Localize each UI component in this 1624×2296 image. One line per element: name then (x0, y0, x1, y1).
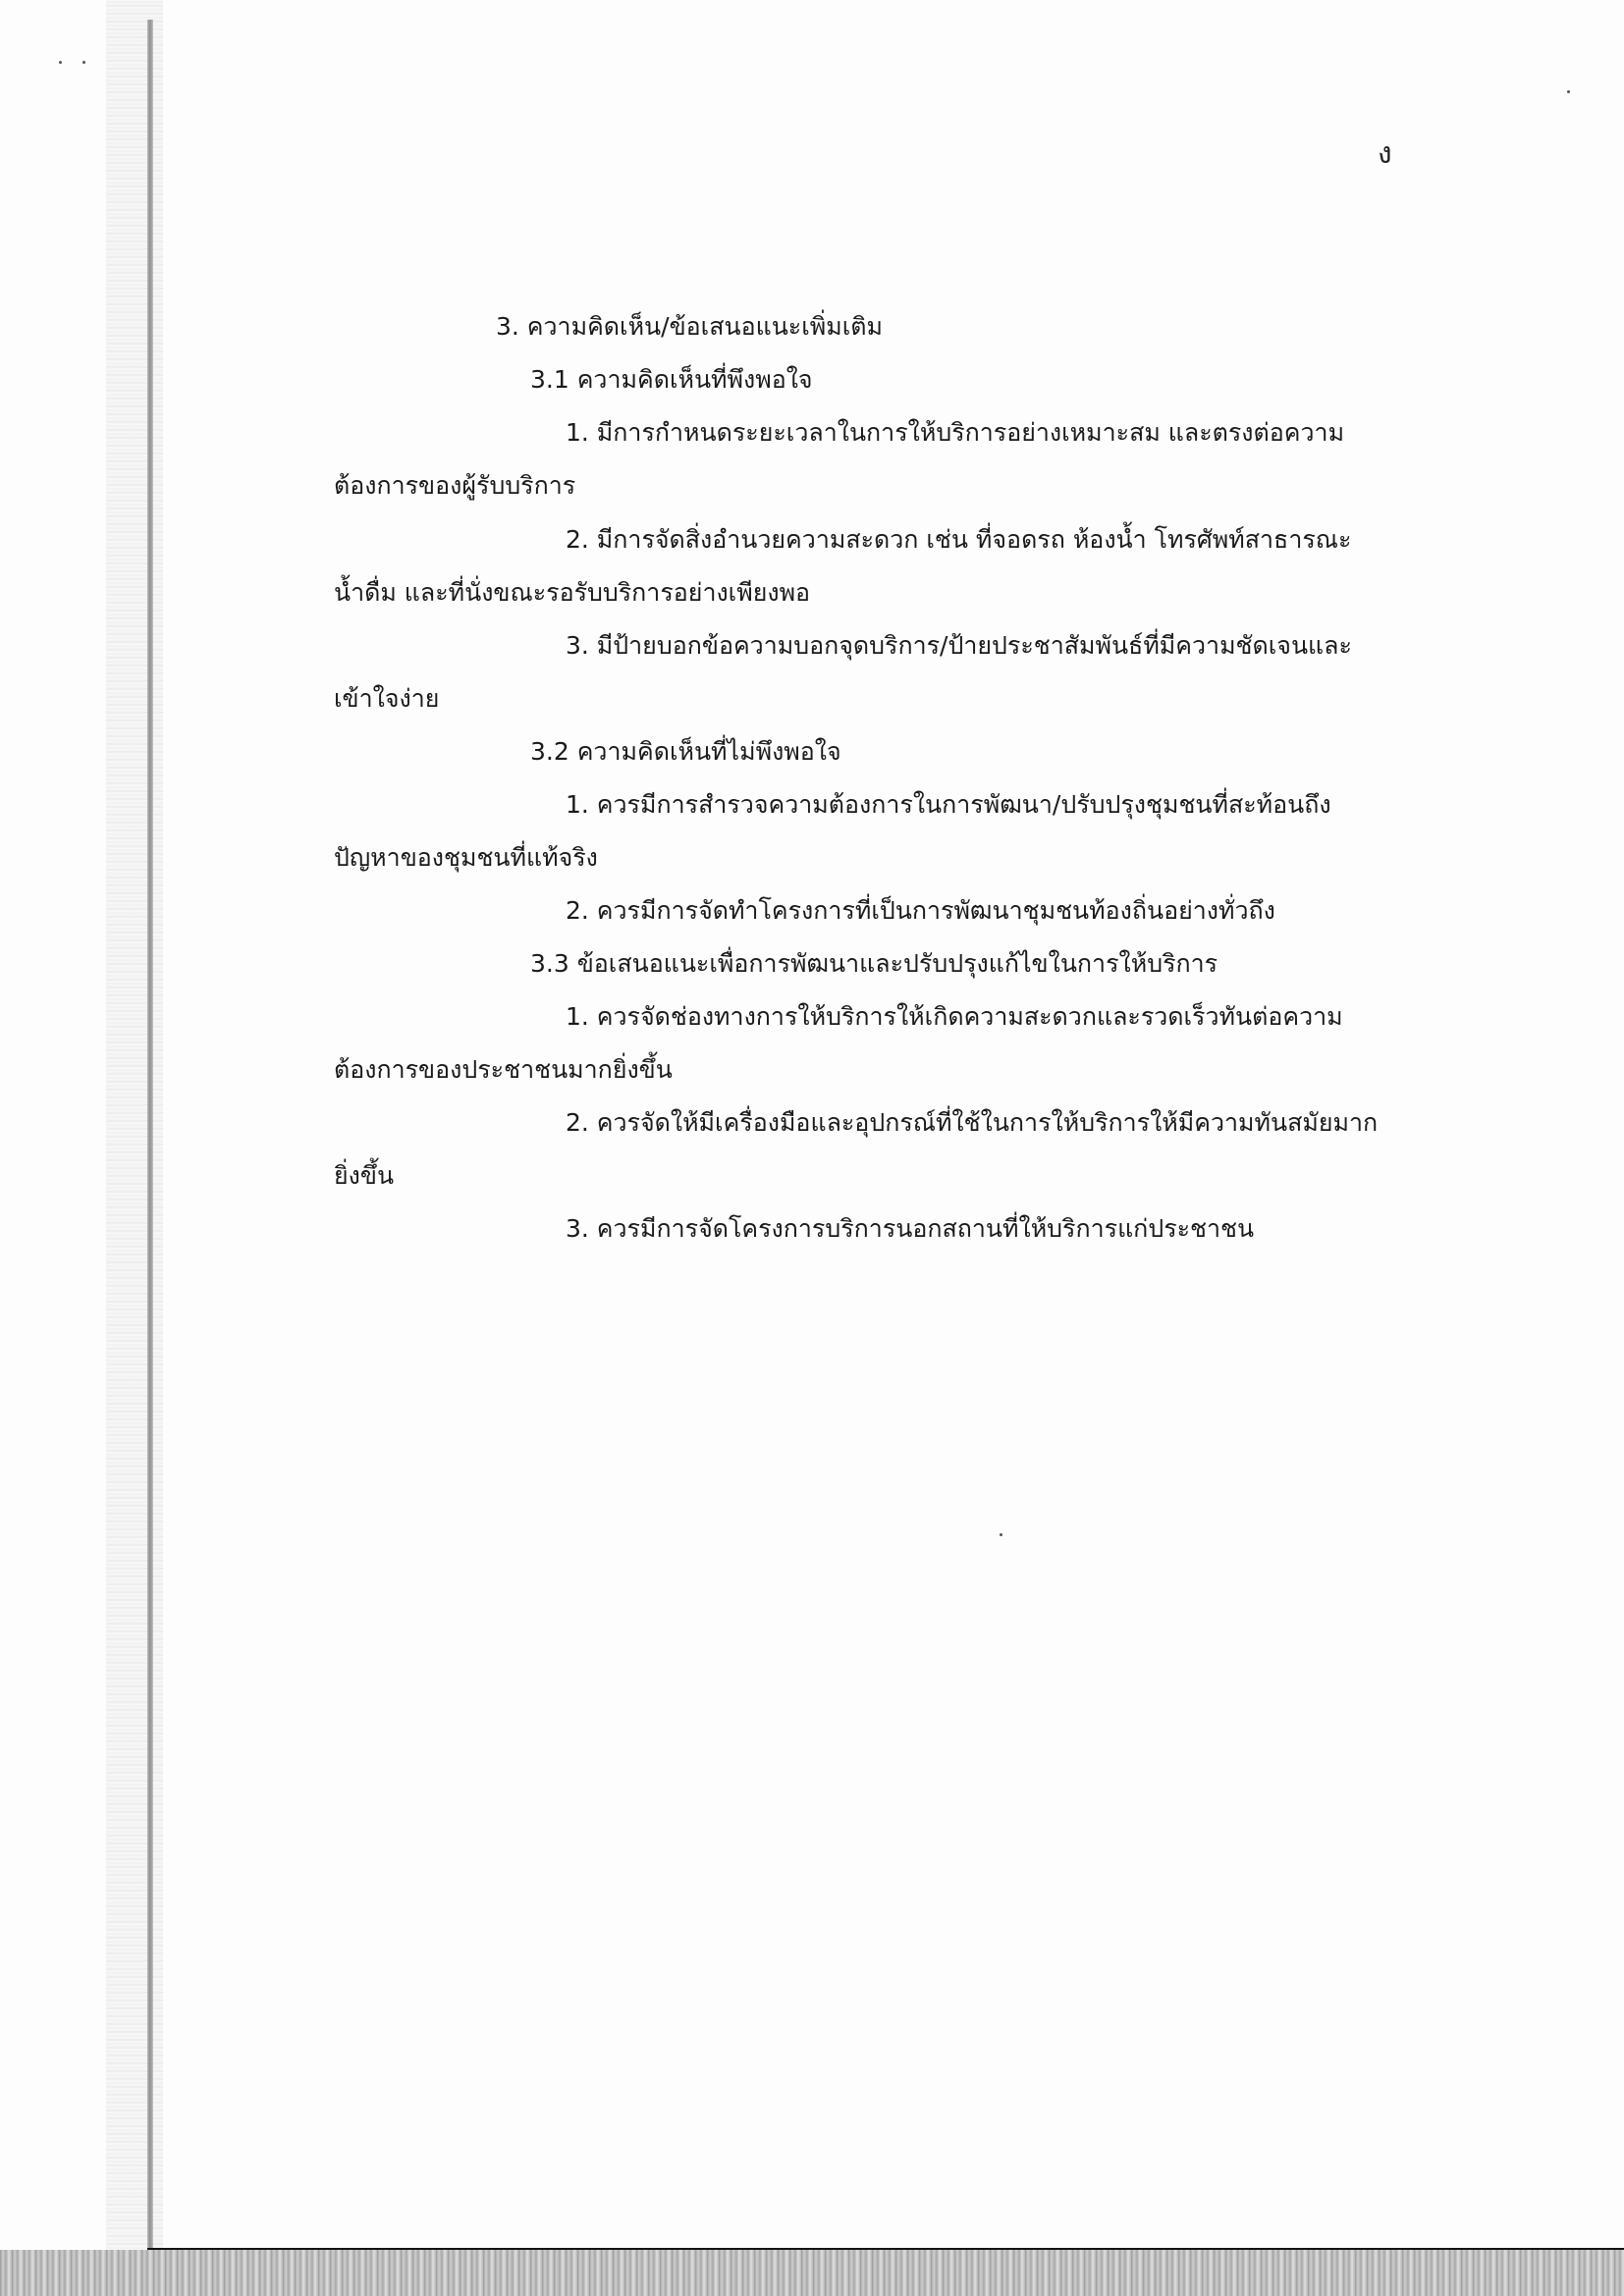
item-3-2-1-line2: ปัญหาของชุมชนที่แท้จริง (334, 843, 598, 872)
subsection-title-3-2: 3.2 ความคิดเห็นที่ไม่พึงพอใจ (530, 737, 841, 766)
item-3-3-1-line2: ต้องการของประชาชนมากยิ่งขึ้น (334, 1055, 673, 1084)
scan-speck (82, 61, 85, 64)
item-3-3-2-line1: 2. ควรจัดให้มีเครื่องมือและอุปกรณ์ที่ใช้ในการให้บริการให้มีความทันสมัยมาก (566, 1108, 1379, 1137)
scan-speck (1000, 1533, 1002, 1536)
scan-binding-line (147, 20, 153, 2258)
page-marker: ง (1378, 136, 1392, 171)
scan-speck (1567, 90, 1570, 93)
item-3-1-2-line1: 2. มีการจัดสิ่งอำนวยความสะดวก เช่น ที่จอดรถ ห้องน้ำ โทรศัพท์สาธารณะ (566, 525, 1352, 554)
item-3-2-1-line1: 1. ควรมีการสำรวจความต้องการในการพัฒนา/ปรับปรุงชุมชนที่สะท้อนถึง (566, 790, 1331, 819)
scan-bottom-band (0, 2250, 1624, 2296)
item-3-1-3-line1: 3. มีป้ายบอกข้อความบอกจุดบริการ/ป้ายประชาสัมพันธ์ที่มีความชัดเจนและ (566, 631, 1352, 660)
section-heading: 3. ความคิดเห็น/ข้อเสนอแนะเพิ่มเติม (496, 312, 883, 341)
subsection-title-3-3: 3.3 ข้อเสนอแนะเพื่อการพัฒนาและปรับปรุงแก้ไขในการให้บริการ (530, 949, 1218, 978)
item-3-1-2-line2: น้ำดื่ม และที่นั่งขณะรอรับบริการอย่างเพียงพอ (334, 578, 811, 607)
item-3-1-3-line2: เข้าใจง่าย (334, 684, 440, 713)
item-3-3-2-line2: ยิ่งขึ้น (334, 1161, 395, 1190)
item-3-1-1-line2: ต้องการของผู้รับบริการ (334, 471, 576, 500)
item-3-3-1-line1: 1. ควรจัดช่องทางการให้บริการให้เกิดความสะดวกและรวดเร็วทันต่อความ (566, 1002, 1343, 1031)
item-3-3-3-line1: 3. ควรมีการจัดโครงการบริการนอกสถานที่ให้บริการแก่ประชาชน (566, 1214, 1255, 1243)
scan-speck (59, 61, 62, 64)
item-3-1-1-line1: 1. มีการกำหนดระยะเวลาในการให้บริการอย่างเหมาะสม และตรงต่อความ (566, 418, 1345, 447)
subsection-title-3-1: 3.1 ความคิดเห็นที่พึงพอใจ (530, 365, 813, 394)
scan-binding-strip (106, 0, 163, 2258)
item-3-2-2-line1: 2. ควรมีการจัดทำโครงการที่เป็นการพัฒนาชุมชนท้องถิ่นอย่างทั่วถึง (566, 896, 1275, 925)
